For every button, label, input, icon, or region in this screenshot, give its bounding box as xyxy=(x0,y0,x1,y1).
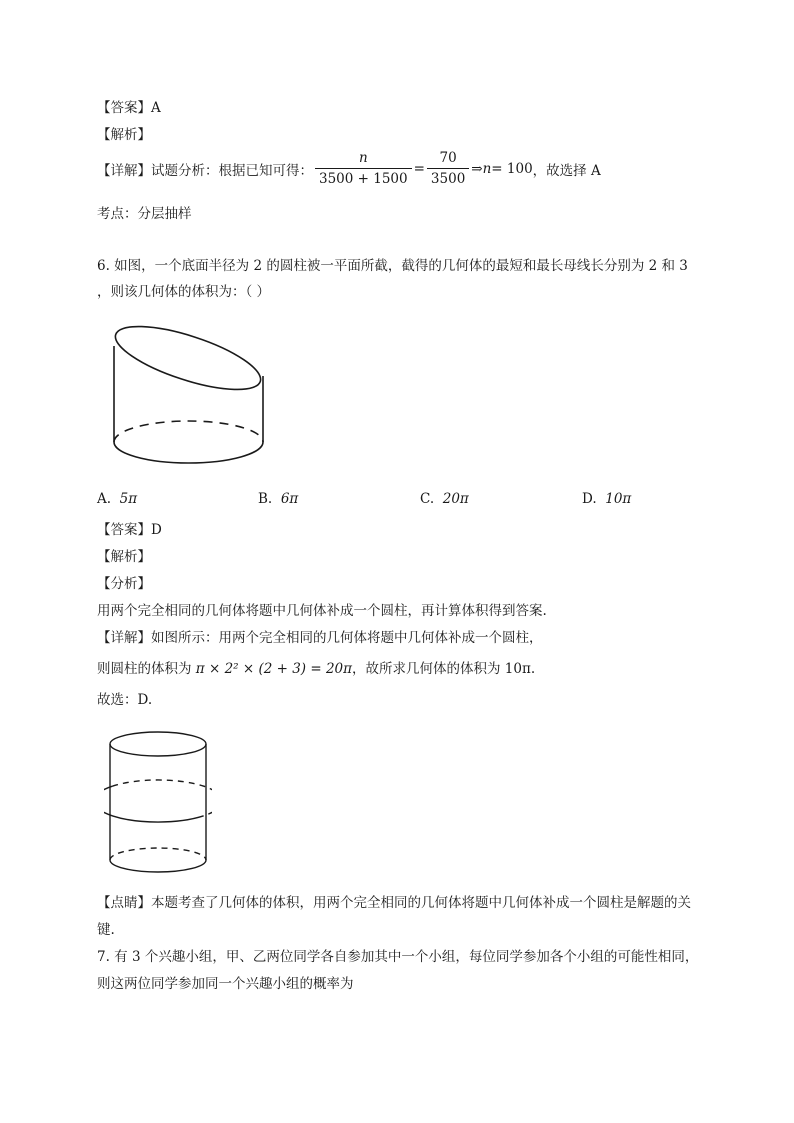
result-variable: n xyxy=(482,160,492,177)
implies-sign: ⇒ xyxy=(471,160,483,177)
answer-label: 【答案】 xyxy=(97,100,151,116)
q6-question-line2: ，则该几何体的体积为：（ ） xyxy=(97,284,271,300)
q6-analysis-label: 【解析】 xyxy=(97,549,151,565)
q6-question-line1: 6. 如图，一个底面半径为 2 的圆柱被一平面所截，截得的几何体的最短和最长母线长分别为 2 和 3 xyxy=(97,258,688,274)
fraction-2-numerator: 70 xyxy=(439,150,457,166)
option-a[interactable]: A. 5π xyxy=(97,491,138,507)
q6-answer xyxy=(97,518,162,538)
answer-value: A xyxy=(151,100,161,116)
completed-cylinder-figure xyxy=(104,727,212,877)
q7-question: 7. 有 3 个兴趣小组，甲、乙两位同学各自参加其中一个小组，每位同学参加各个小组的可能性相同，则这两位同学参加同一个兴趣小组的概率为 xyxy=(97,949,699,992)
volume-prefix: 则圆柱的体积为 xyxy=(97,661,196,677)
truncated-cylinder-figure xyxy=(105,318,270,473)
option-b[interactable]: B. 6π xyxy=(258,491,299,507)
answer-label: 【答案】 xyxy=(97,522,151,538)
detail-label: 【详解】 xyxy=(97,162,151,179)
option-c[interactable]: C. 20π xyxy=(420,491,469,507)
q6-choice: 故选：D. xyxy=(97,692,153,708)
q5-analysis-label: 【解析】 xyxy=(97,127,151,143)
answer-value: D xyxy=(151,522,162,538)
dianjing-label: 【点睛】 xyxy=(97,895,151,911)
dianjing-text: 本题考查了几何体的体积，用两个完全相同的几何体将题中几何体补成一个圆柱是解题的关键. xyxy=(97,895,691,938)
q6-detail xyxy=(97,626,543,646)
detail-text: 如图所示：用两个完全相同的几何体将题中几何体补成一个圆柱， xyxy=(151,630,543,646)
fraction-1-numerator: n xyxy=(358,150,368,166)
q5-kaodian: 考点：分层抽样 xyxy=(97,206,192,222)
volume-suffix: ，故所求几何体的体积为 10π. xyxy=(352,661,536,677)
conclusion: ，故选择 A xyxy=(532,162,601,179)
volume-formula: π × 2² × (2 + 3) = 20π xyxy=(195,661,353,677)
fraction-1-denominator: 3500 + 1500 xyxy=(319,171,408,187)
detail-label: 【详解】 xyxy=(97,630,151,646)
fraction-2-denominator: 3500 xyxy=(430,171,466,187)
q6-volume xyxy=(97,657,535,677)
q5-answer xyxy=(97,96,161,116)
q6-fenxi-label: 【分析】 xyxy=(97,576,151,592)
result-value: = 100 xyxy=(491,160,533,177)
equals-sign: = xyxy=(413,160,425,177)
detail-text: 试题分析：根据已知可得： xyxy=(151,162,313,179)
q5-detail xyxy=(97,150,601,187)
option-d[interactable]: D. 10π xyxy=(582,491,632,507)
fraction-2 xyxy=(427,150,469,187)
q6-fenxi-text: 用两个完全相同的几何体将题中几何体补成一个圆柱，再计算体积得到答案. xyxy=(97,603,547,619)
fraction-1 xyxy=(315,150,412,187)
q6-dianjing xyxy=(97,890,702,944)
